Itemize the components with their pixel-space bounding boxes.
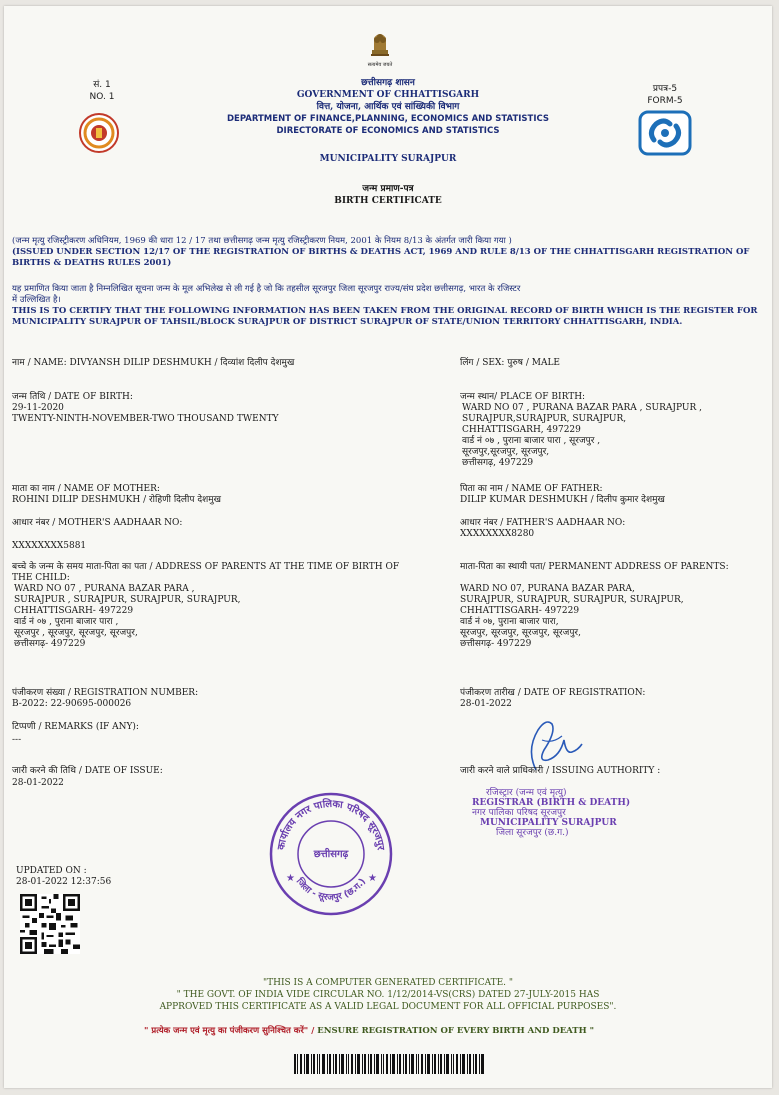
child-name: नाम / NAME: DIVYANSH DILIP DESHMUKH / दिव्यांश दिलीप देशमुख (12, 358, 295, 368)
emblem-caption: सत्यमेव जयते (367, 62, 393, 68)
father-aadhaar-label: आधार नंबर / FATHER'S AADHAAR NO: (460, 518, 626, 528)
issue-date-label: जारी करने की तिथि / DATE OF ISSUE: (12, 766, 163, 776)
department-title-hi: वित्त, योजना, आर्थिक एवं सांख्यिकी विभाग (316, 102, 460, 112)
municipal-round-stamp (266, 789, 396, 919)
national-emblem-icon (366, 28, 394, 62)
remarks-value: --- (12, 735, 22, 745)
form-type-hi: प्रपत्र-5 (652, 84, 678, 94)
footer-circular-line2: APPROVED THIS CERTIFICATE AS A VALID LEGAL DOCUMENT FOR ALL OFFICIAL PURPOSES". (159, 1002, 617, 1012)
certificate-page (4, 6, 772, 1088)
dob-value: 29-11-2020 (12, 403, 64, 413)
dob-label: जन्म तिथि / DATE OF BIRTH: (12, 392, 133, 402)
stamp-bottom-text: जिला - सूरजपुर (छ.ग.) (293, 876, 369, 904)
authority-stamp-line5: जिला सूरजपुर (छ.ग.) (496, 828, 569, 838)
government-title-en: GOVERNMENT OF CHHATTISGARH (296, 90, 480, 100)
certify-hi-line1: यह प्रमाणित किया जाता है निम्नलिखित सूचना जन्म के मूल अभिलेख से ली गई है जो कि तहसील सूरजपुर जिला सूरजपुर राज्य/संघ प्रदेश छत्तीसगढ़, भारत के रजिस्टर (12, 284, 521, 294)
registration-number-value: B-2022: 22-90695-000026 (12, 699, 132, 709)
department-title-en: DEPARTMENT OF FINANCE,PLANNING, ECONOMICS AND STATISTICS (226, 114, 550, 124)
dob-words: TWENTY-NINTH-NOVEMBER-TWO THOUSAND TWENTY (12, 414, 279, 424)
certify-hi-line2: में उल्लिखित है। (12, 295, 61, 305)
address-permanent-label: माता-पिता का स्थायी पता/ PERMANENT ADDRESS OF PARENTS: (460, 562, 729, 572)
form-type-en: FORM-5 (647, 96, 683, 106)
footer-circular-line1: " THE GOVT. OF INDIA VIDE CIRCULAR NO. 1/12/2014-VS(CRS) DATED 27-JULY-2015 HAS (176, 990, 600, 1000)
authority-stamp-line1: रजिस्ट्रार (जन्म एवं मृत्यु) (486, 788, 567, 798)
stamp-star-icon: ★ (368, 873, 377, 884)
stamp-star-icon: ★ (286, 873, 295, 884)
pob-label: जन्म स्थान/ PLACE OF BIRTH: (460, 392, 586, 402)
footer-computer-generated: "THIS IS A COMPUTER GENERATED CERTIFICATE. " (262, 978, 514, 988)
svg-text:कार्यालय नगर पालिका परिषद सूरज (276, 797, 386, 852)
municipality-name: MUNICIPALITY SURAJPUR (319, 154, 457, 164)
government-title-hi: छत्तीसगढ़ शासन (361, 78, 415, 88)
updated-on-label: UPDATED ON : (16, 866, 87, 876)
footer-ensure-separator: / (311, 1026, 315, 1036)
form-number-en: NO. 1 (89, 92, 115, 102)
barcode-icon (294, 1054, 484, 1074)
remarks-label: टिप्पणी / REMARKS (IF ANY): (12, 722, 139, 732)
issued-under-hi: (जन्म मृत्यु रजिस्ट्रीकरण अधिनियम, 1969 की धारा 12 / 17 तथा छत्तीसगढ़ जन्म मृत्यु रजिस्ट्रीकरण नियम, 2001 के नियम 8/13 के अंतर्गत जारी किया गया ) (12, 236, 512, 246)
svg-text:जिला - सूरजपुर (छ.ग.) (293, 875, 368, 903)
issue-date-value: 28-01-2022 (12, 778, 64, 788)
authority-stamp (466, 788, 666, 842)
mother-label: माता का नाम / NAME OF MOTHER: (12, 484, 160, 494)
child-sex: लिंग / SEX: पुरुष / MALE (460, 358, 561, 368)
qr-code-icon (20, 894, 80, 954)
directorate-title: DIRECTORATE OF ECONOMICS AND STATISTICS (276, 126, 500, 136)
authority-stamp-line2: REGISTRAR (BIRTH & DEATH) (472, 798, 631, 808)
certificate-title-hi: जन्म प्रमाण-पत्र (362, 184, 414, 194)
father-aadhaar-value: XXXXXXXX8280 (460, 529, 535, 539)
certificate-title-en: BIRTH CERTIFICATE (334, 196, 442, 206)
pob-value: WARD NO 07 , PURANA BAZAR PARA , SURAJPUR , SURAJPUR,SURAJPUR, SURAJPUR, CHHATTISGARH, 497229 वार्ड नं ०७ , पुराना बाजार पारा , सूरजपुर , सूरजपुर,सूरजपुर, सूरजपुर, छत्तीसगढ़, 497229 (462, 403, 703, 468)
address-birth-label-line2: THE CHILD: (12, 573, 70, 583)
address-birth-label-line1: बच्चे के जन्म के समय माता-पिता का पता / ADDRESS OF PARENTS AT THE TIME OF BIRTH OF (12, 562, 400, 572)
footer-ensure-en: ENSURE REGISTRATION OF EVERY BIRTH AND DEATH " (317, 1026, 595, 1036)
issued-under-en-line1: (ISSUED UNDER SECTION 12/17 OF THE REGISTRATION OF BIRTHS & DEATHS ACT, 1969 AND RULE 8/13 OF THE CHHATTISGARH REGISTRATION OF (12, 247, 750, 257)
certify-en-line1: THIS IS TO CERTIFY THAT THE FOLLOWING INFORMATION HAS BEEN TAKEN FROM THE ORIGINAL RECORD OF BIRTH WHICH IS THE REGISTER FOR (12, 306, 758, 316)
father-label: पिता का नाम / NAME OF FATHER: (460, 484, 603, 494)
chhattisgarh-seal-icon (78, 112, 120, 154)
mother-aadhaar-value: XXXXXXXX5881 (12, 541, 87, 551)
issuing-authority-label: जारी करने वाले प्राधिकारी / ISSUING AUTHORITY : (460, 766, 661, 776)
updated-on-value: 28-01-2022 12:37:56 (16, 877, 112, 887)
registration-date-label: पंजीकरण तारीख / DATE OF REGISTRATION: (460, 688, 646, 698)
stamp-center-text: छत्तीसगढ़ (313, 849, 349, 860)
crs-logo-icon (638, 110, 692, 156)
registration-number-label: पंजीकरण संख्या / REGISTRATION NUMBER: (12, 688, 199, 698)
mother-aadhaar-label: आधार नंबर / MOTHER'S AADHAAR NO: (12, 518, 183, 528)
mother-value: ROHINI DILIP DESHMUKH / रोहिणी दिलीप देशमुख (12, 495, 221, 505)
issued-under-en-line2: BIRTHS & DEATHS RULES 2001) (12, 258, 172, 268)
certify-en-line2: MUNICIPALITY SURAJPUR OF TAHSIL/BLOCK SURAJPUR OF DISTRICT SURAJPUR OF STATE/UNION TERRITORY CHHATTISGARH, INDIA. (12, 317, 683, 327)
father-value: DILIP KUMAR DESHMUKH / दिलीप कुमार देशमुख (460, 495, 665, 505)
address-permanent-value: WARD NO 07, PURANA BAZAR PARA, SURAJPUR, SURAJPUR, SURAJPUR, SURAJPUR, CHHATTISGARH- 497229 वार्ड नं ०७, पुराना बाजार पारा, सूरजपुर, सूरजपुर, सूरजपुर, सूरजपुर, छत्तीसगढ़- 497229 (460, 584, 684, 649)
address-birth-value: WARD NO 07 , PURANA BAZAR PARA , SURAJPUR , SURAJPUR, SURAJPUR, SURAJPUR, CHHATTISGARH- 497229 वार्ड नं ०७ , पुराना बाजार पारा , सूरजपुर , सूरजपुर, सूरजपुर, सूरजपुर, छत्तीसगढ़- 497229 (14, 584, 241, 649)
footer-ensure-row (144, 1026, 594, 1037)
form-number-hi: सं. 1 (93, 80, 111, 90)
registration-date-value: 28-01-2022 (460, 699, 512, 709)
authority-stamp-line3: नगर पालिका परिषद सूरजपुर (472, 808, 566, 818)
authority-stamp-line4: MUNICIPALITY SURAJPUR (480, 818, 617, 828)
stamp-outer-text: कार्यालय नगर पालिका परिषद सूरजपुर (276, 798, 386, 851)
footer-ensure-hi: " प्रत्येक जन्म एवं मृत्यु का पंजीकरण सुनिश्चित करें" (144, 1026, 309, 1036)
